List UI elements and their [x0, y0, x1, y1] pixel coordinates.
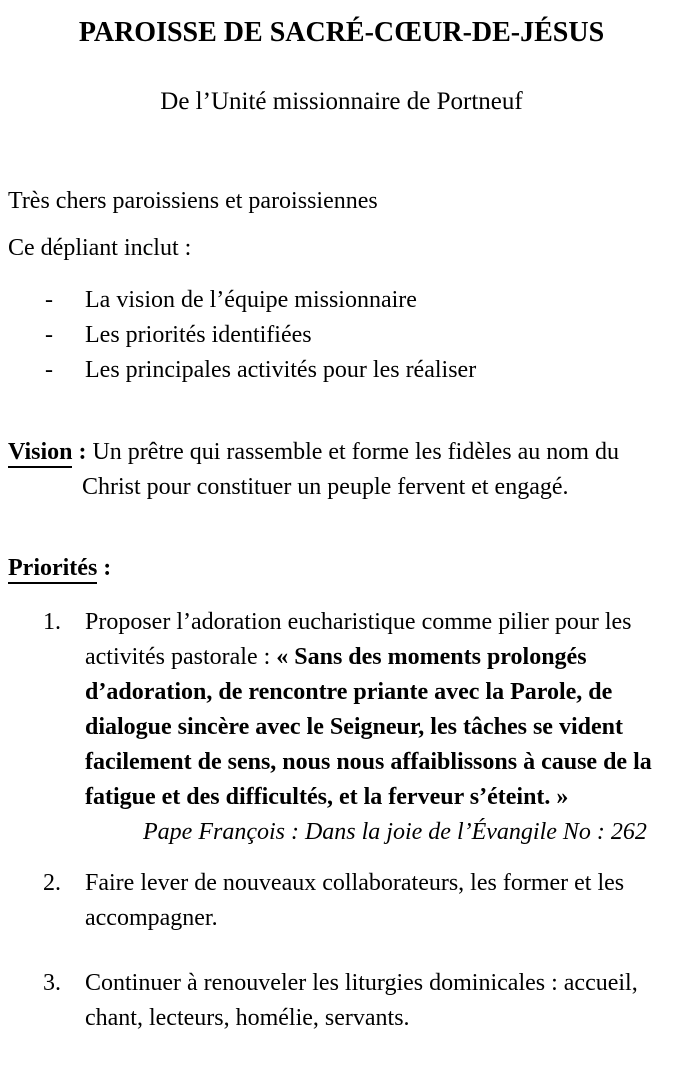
- vision-separator: :: [72, 439, 93, 465]
- item-number: 3.: [43, 970, 61, 996]
- vision-text: Un prêtre qui rassemble et forme les fidèles au nom du Christ pour constituer un peuple fervent et engagé.: [82, 439, 619, 500]
- priority-item-body: [85, 966, 675, 1036]
- priority-text: Continuer à renouveler les liturgies dominicales : accueil, chant, lecteurs, homélie, servants.: [85, 970, 638, 1031]
- dash-marker: -: [45, 322, 53, 348]
- document-title: PAROISSE DE SACRÉ-CŒUR-DE-JÉSUS: [78, 17, 605, 48]
- list-item: [45, 283, 675, 318]
- priority-quote: « Sans des moments prolongés d’adoration, de rencontre priante avec la Parole, de dialogue sincère avec le Seigneur, les tâches se vident facilement de sens, nous nous affaiblissons à cause de la fatigue et des difficultés, et la ferveur s’éteint. »: [85, 644, 652, 810]
- vision-paragraph: [8, 435, 675, 505]
- list-item: [45, 353, 675, 388]
- document-subtitle: De l’Unité missionnaire de Portneuf: [160, 88, 523, 115]
- quote-citation: Pape François : Dans la joie de l’Évangile No : 262: [143, 819, 647, 845]
- greeting-line: Très chers paroissiens et paroissiennes: [8, 188, 378, 214]
- item-number: 2.: [43, 870, 61, 896]
- dash-marker: -: [45, 357, 53, 383]
- priorities-heading: [8, 551, 675, 586]
- list-item-text: Les principales activités pour les réaliser: [85, 357, 477, 383]
- priority-item: [43, 866, 675, 936]
- priorities-separator: :: [97, 555, 112, 581]
- item-number: 1.: [43, 609, 61, 635]
- priorities-list: [8, 605, 675, 1036]
- dash-marker: -: [45, 287, 53, 313]
- list-item: [45, 318, 675, 353]
- priority-item-body: [85, 605, 675, 850]
- priority-item-body: [85, 866, 675, 936]
- priority-text: Proposer l’adoration eucharistique comme pilier pour les activités pastorale :: [85, 609, 632, 670]
- priority-text: Faire lever de nouveaux collaborateurs, les former et les accompagner.: [85, 870, 625, 931]
- included-list: [8, 283, 675, 388]
- priority-item: [43, 966, 675, 1036]
- list-item-text: La vision de l’équipe missionnaire: [85, 287, 417, 313]
- priority-item: [43, 605, 675, 850]
- vision-label: Vision: [8, 439, 72, 468]
- list-item-text: Les priorités identifiées: [85, 322, 312, 348]
- intro-line: Ce dépliant inclut :: [8, 235, 192, 261]
- priorities-label: Priorités: [8, 555, 97, 584]
